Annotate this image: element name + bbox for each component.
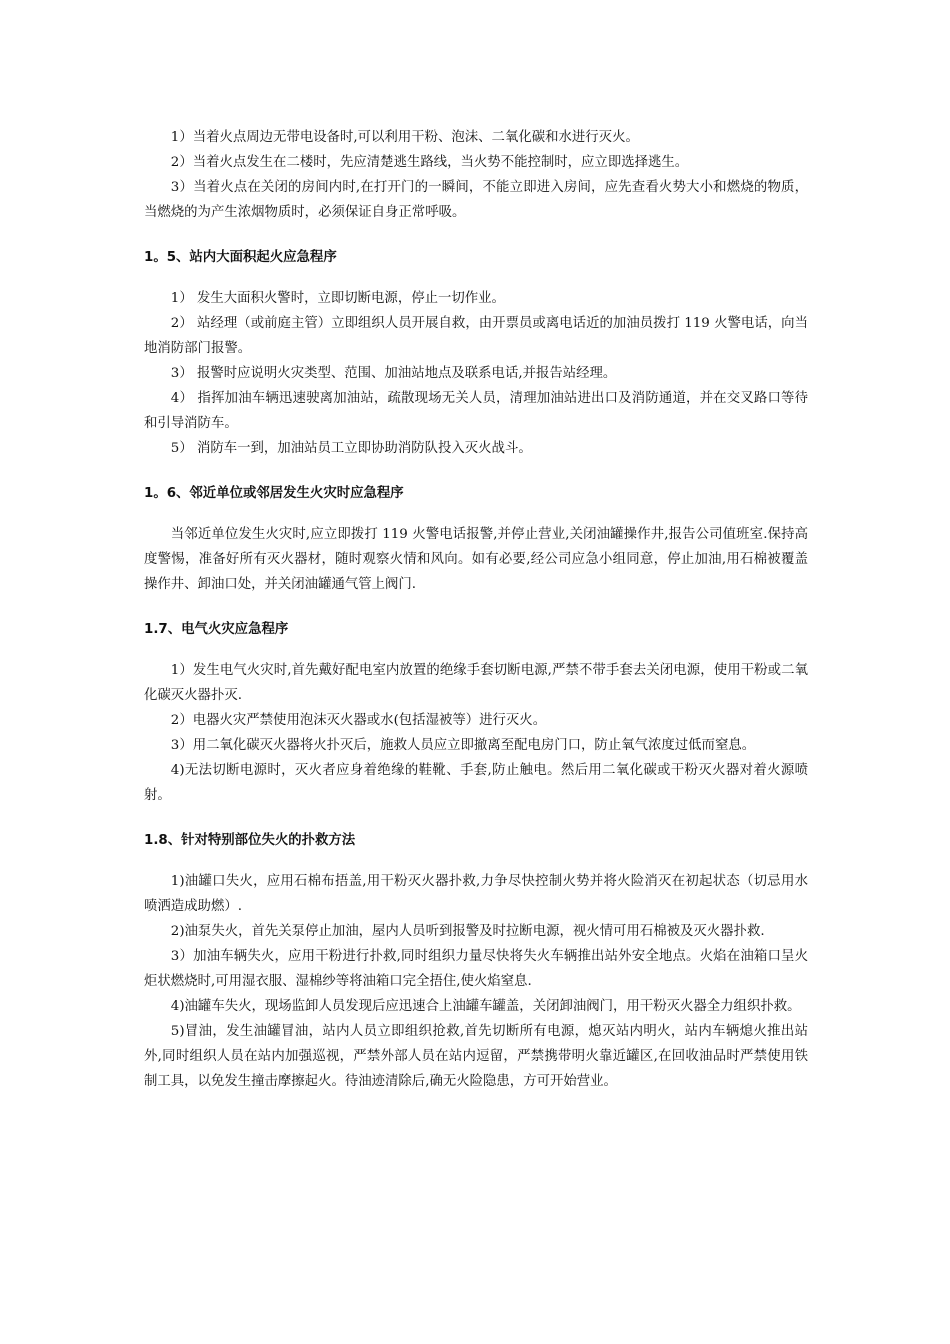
paragraph: 2）当着火点发生在二楼时，先应清楚逃生路线，当火势不能控制时，应立即选择逃生。 — [170, 155, 689, 170]
paragraph: 1）发生电气火灾时,首先戴好配电室内放置的绝缘手套切断电源,严禁不带手套去关闭电源，使用干粉或二氧化碳灭火器扑灭. — [144, 663, 808, 703]
section-heading-1-6: 1。6、邻近单位或邻居发生火灾时应急程序 — [144, 486, 404, 501]
paragraph: 3）加油车辆失火，应用干粉进行扑救,同时组织力量尽快将失火车辆推出站外安全地点。火焰在油箱口呈火炬状燃烧时,可用湿衣服、湿棉纱等将油箱口完全捂住,使火焰窒息. — [144, 949, 808, 989]
paragraph: 5)冒油，发生油罐冒油，站内人员立即组织抢救,首先切断所有电源，熄灭站内明火，站内车辆熄火推出站外,同时组织人员在站内加强巡视，严禁外部人员在站内逗留，严禁携带明火靠近罐区,在回收油品时严禁使用铁制工具，以免发生撞击摩擦起火。待油迹清除后,确无火险隐患，方可开始营业。 — [144, 1024, 808, 1089]
paragraph: 3）当着火点在关闭的房间内时,在打开门的一瞬间，不能立即进入房间，应先查看火势大小和燃烧的物质，当燃烧的为产生浓烟物质时，必须保证自身正常呼吸。 — [144, 180, 808, 220]
document-body — [144, 125, 808, 1094]
paragraph: 2）电器火灾严禁使用泡沫灭火器或水(包括湿被等）进行灭火。 — [170, 713, 547, 728]
section-heading-1-5: 1。5、站内大面积起火应急程序 — [144, 250, 337, 265]
paragraph: 2） 站经理（或前庭主管）立即组织人员开展自救，由开票员或离电话近的加油员拨打 119 火警电话，向当地消防部门报警。 — [144, 316, 808, 356]
paragraph: 1）当着火点周边无带电设备时,可以利用干粉、泡沫、二氧化碳和水进行灭火。 — [170, 130, 639, 145]
paragraph: 当邻近单位发生火灾时,应立即拨打 119 火警电话报警,并停止营业,关闭油罐操作井,报告公司值班室.保持高度警惕，准备好所有灭火器材，随时观察火情和风向。如有必要,经公司应急小组同意，停止加油,用石棉被覆盖操作井、卸油口处，并关闭油罐通气管上阀门. — [144, 527, 808, 592]
paragraph: 1） 发生大面积火警时，立即切断电源，停止一切作业。 — [170, 291, 505, 306]
paragraph: 4） 指挥加油车辆迅速驶离加油站，疏散现场无关人员，清理加油站进出口及消防通道，并在交叉路口等待和引导消防车。 — [144, 391, 808, 431]
paragraph: 2)油泵失火，首先关泵停止加油，屋内人员听到报警及时拉断电源，视火情可用石棉被及灭火器扑救. — [170, 924, 765, 939]
section-heading-1-7: 1.7、电气火灾应急程序 — [144, 622, 289, 637]
paragraph: 3）用二氧化碳灭火器将火扑灭后，施救人员应立即撤离至配电房门口，防止氧气浓度过低而窒息。 — [170, 738, 756, 753]
paragraph: 4)油罐车失火，现场监卸人员发现后应迅速合上油罐车罐盖，关闭卸油阀门，用干粉灭火器全力组织扑救。 — [170, 999, 801, 1014]
paragraph: 4)无法切断电源时，灭火者应身着绝缘的鞋靴、手套,防止触电。然后用二氧化碳或干粉灭火器对着火源喷射。 — [144, 763, 808, 803]
paragraph: 3） 报警时应说明火灾类型、范围、加油站地点及联系电话,并报告站经理。 — [170, 366, 617, 381]
paragraph: 1)油罐口失火，应用石棉布捂盖,用干粉灭火器扑救,力争尽快控制火势并将火险消灭在初起状态（切忌用水喷洒造成助燃）. — [144, 874, 808, 914]
section-heading-1-8: 1.8、针对特别部位失火的扑救方法 — [144, 833, 356, 848]
paragraph: 5） 消防车一到，加油站员工立即协助消防队投入灭火战斗。 — [170, 441, 532, 456]
